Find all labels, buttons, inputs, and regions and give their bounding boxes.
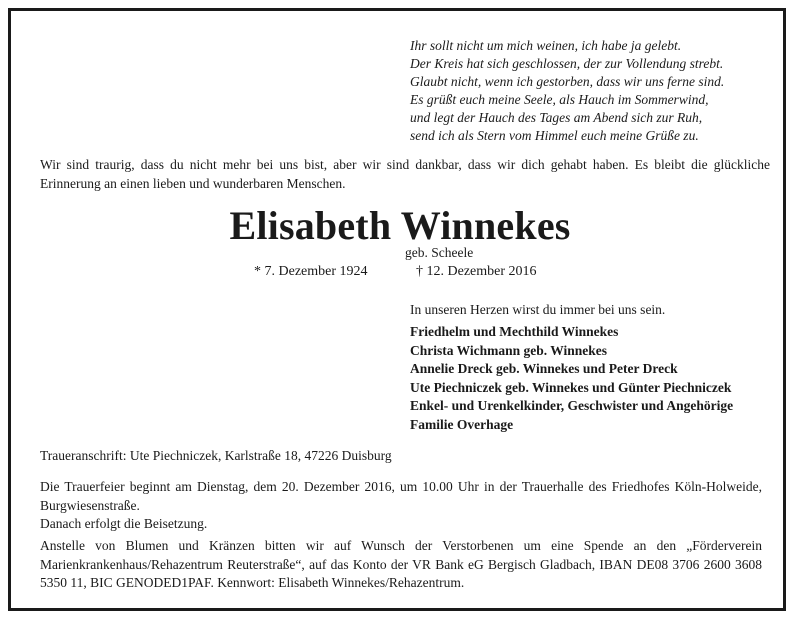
poem-line: Der Kreis hat sich geschlossen, der zur Vollendung strebt. bbox=[410, 56, 724, 71]
burial-info: Danach erfolgt die Beisetzung. bbox=[40, 516, 208, 531]
deceased-name: Elisabeth Winnekes bbox=[229, 203, 571, 248]
poem-line: Es grüßt euch meine Seele, als Hauch im Sommerwind, bbox=[410, 92, 709, 107]
mourners-list bbox=[410, 323, 733, 434]
mourner-entry: Annelie Dreck geb. Winnekes und Peter Dreck bbox=[410, 361, 678, 376]
motto: In unseren Herzen wirst du immer bei uns sein. bbox=[410, 302, 666, 317]
mourner-entry: Friedhelm und Mechthild Winnekes bbox=[410, 324, 619, 339]
death-date: † 12. Dezember 2016 bbox=[416, 264, 537, 279]
intro-text: Wir sind traurig, dass du nicht mehr bei uns bist, aber wir sind dankbar, dass wir dich gehabt haben. Es bleibt die glückliche Erinnerung an einen lieben und wunderbaren Menschen. bbox=[40, 157, 770, 191]
poem-line: und legt der Hauch des Tages am Abend sich zur Ruh, bbox=[410, 110, 703, 125]
mourner-entry: Enkel- und Urenkelkinder, Geschwister und Angehörige bbox=[410, 398, 734, 413]
mourner-entry: Ute Piechniczek geb. Winnekes und Günter Piechniczek bbox=[410, 379, 732, 395]
poem bbox=[410, 37, 780, 145]
poem-line: Ihr sollt nicht um mich weinen, ich habe ja gelebt. bbox=[410, 38, 682, 53]
poem-line: Glaubt nicht, wenn ich gestorben, dass wir uns ferne sind. bbox=[410, 74, 725, 89]
birth-date: * 7. Dezember 1924 bbox=[254, 264, 368, 279]
mourner-entry: Christa Wichmann geb. Winnekes bbox=[410, 342, 608, 358]
donation-info: Anstelle von Blumen und Kränzen bitten wir auf Wunsch der Verstorbenen um eine Spende an den „Förderverein Marienkrankenhaus/Rehazentrum Reuterstraße“, auf das Konto der VR Bank eG Bergisch Gladbach, IBAN DE08 3706 2600 3608 5350 11, BIC GENODED1PAF. Kennwort: Elisabeth Winnekes/Rehazentrum. bbox=[40, 538, 762, 590]
maiden-name: geb. Scheele bbox=[405, 245, 474, 260]
mourning-address: Traueranschrift: Ute Piechniczek, Karlstraße 18, 47226 Duisburg bbox=[40, 448, 392, 463]
mourner-entry: Familie Overhage bbox=[410, 416, 514, 432]
funeral-service-info: Die Trauerfeier beginnt am Dienstag, dem 20. Dezember 2016, um 10.00 Uhr in der Trauerhalle des Friedhofes Köln-Holweide, Burgwiesenstraße. bbox=[40, 479, 762, 513]
poem-line: send ich als Stern vom Himmel euch meine Grüße zu. bbox=[410, 128, 699, 143]
